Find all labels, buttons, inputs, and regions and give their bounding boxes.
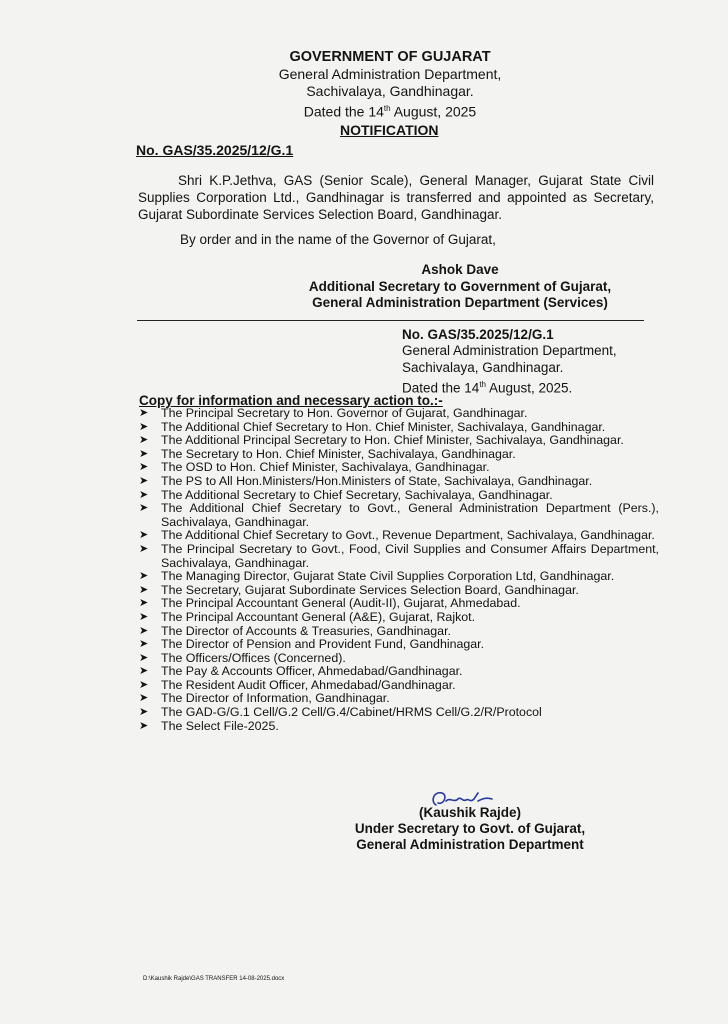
government-title: GOVERNMENT OF GUJARAT (289, 49, 491, 65)
date-suffix: August, 2025 (390, 103, 477, 120)
copy-heading: Copy for information and necessary action to.:- (139, 393, 443, 408)
signatory2-title2: General Administration Department (356, 837, 584, 852)
endorsement-address: Sachivalaya, Gandhinagar. (402, 360, 564, 375)
list-item (139, 638, 659, 652)
signatory1-title2: General Administration Department (Services) (312, 295, 608, 310)
list-item (139, 720, 659, 734)
list-item (139, 706, 659, 720)
list-item (139, 502, 659, 529)
list-item (139, 543, 659, 570)
order-line: By order and in the name of the Governor of Gujarat, (180, 232, 496, 247)
list-item-text: The Principal Secretary to Govt., Food, Civil Supplies and Consumer Affairs Department, Sachivalaya, Gandhinagar. (161, 541, 659, 570)
notification-title: NOTIFICATION (340, 122, 439, 138)
arrowhead-bullet-icon: ➤ (139, 719, 149, 732)
arrowhead-bullet-icon: ➤ (139, 651, 149, 664)
list-item (139, 597, 659, 611)
list-item (139, 584, 659, 598)
list-item (139, 570, 659, 584)
list-item-text: The Principal Accountant General (A&E), Gujarat, Rajkot. (161, 609, 476, 624)
list-item-text: The Secretary to Hon. Chief Minister, Sachivalaya, Gandhinagar. (161, 446, 516, 461)
signatory2-title1: Under Secretary to Govt. of Gujarat, (354, 821, 586, 836)
notification-paragraph: Shri K.P.Jethva, GAS (Senior Scale), General Manager, Gujarat State Civil Supplies Corporation Ltd., Gandhinagar is transferred and appointed as Secretary, Gujarat Subordinate Services Selection Board, Gandhinagar. (138, 173, 654, 222)
arrowhead-bullet-icon: ➤ (139, 502, 149, 515)
list-item (139, 652, 659, 666)
list-item-text: The Secretary, Gujarat Subordinate Services Selection Board, Gandhinagar. (161, 582, 579, 597)
endorsement-date-sup: th (479, 380, 486, 389)
address-line: Sachivalaya, Gandhinagar. (306, 83, 474, 99)
arrowhead-bullet-icon: ➤ (139, 570, 149, 583)
list-item (139, 529, 659, 543)
list-item-text: The Principal Secretary to Hon. Governor of Gujarat, Gandhinagar. (161, 406, 528, 420)
arrowhead-bullet-icon: ➤ (139, 665, 149, 678)
list-item-text: The PS to All Hon.Ministers/Hon.Ministers of State, Sachivalaya, Gandhinagar. (161, 473, 593, 488)
list-item-text: The Director of Accounts & Treasuries, Gandhinagar. (161, 623, 451, 638)
date-line (240, 100, 540, 121)
arrowhead-bullet-icon: ➤ (139, 583, 149, 596)
list-item (139, 434, 659, 448)
date-prefix: Dated the 14 (303, 103, 384, 120)
department-line: General Administration Department, (278, 66, 502, 82)
arrowhead-bullet-icon: ➤ (139, 692, 149, 705)
list-item-text: The Director of Pension and Provident Fund, Gandhinagar. (161, 637, 485, 652)
list-item-text: The Resident Audit Officer, Ahmedabad/Gandhinagar. (161, 677, 456, 692)
arrowhead-bullet-icon: ➤ (139, 706, 149, 719)
arrowhead-bullet-icon: ➤ (139, 407, 149, 419)
arrowhead-bullet-icon: ➤ (139, 420, 149, 433)
arrowhead-bullet-icon: ➤ (139, 461, 149, 474)
separator-line (137, 320, 644, 321)
arrowhead-bullet-icon: ➤ (139, 529, 149, 542)
signatory1-name: Ashok Dave (421, 262, 499, 277)
list-item-text: The Managing Director, Gujarat State Civil Supplies Corporation Ltd, Gandhinagar. (161, 569, 615, 584)
list-item-text: The Principal Accountant General (Audit-II), Gujarat, Ahmedabad. (161, 596, 521, 611)
list-item-text: The Additional Principal Secretary to Hon. Chief Minister, Sachivalaya, Gandhinagar. (161, 433, 624, 448)
arrowhead-bullet-icon: ➤ (139, 488, 149, 501)
list-item (139, 665, 659, 679)
arrowhead-bullet-icon: ➤ (139, 610, 149, 623)
endorsement-date-prefix: Dated the 14 (402, 380, 480, 396)
arrowhead-bullet-icon: ➤ (139, 624, 149, 637)
arrowhead-bullet-icon: ➤ (139, 474, 149, 487)
list-item-text: The Additional Chief Secretary to Govt., Revenue Department, Sachivalaya, Gandhinagar. (161, 528, 655, 543)
arrowhead-bullet-icon: ➤ (139, 597, 149, 610)
endorsement-date-suffix: August, 2025. (485, 380, 573, 396)
list-item-text: The OSD to Hon. Chief Minister, Sachivalaya, Gandhinagar. (161, 460, 490, 475)
list-item-text: The Select File-2025. (161, 718, 279, 733)
list-item-text: The Additional Secretary to Chief Secretary, Sachivalaya, Gandhinagar. (161, 487, 553, 502)
arrowhead-bullet-icon: ➤ (139, 447, 149, 460)
arrowhead-bullet-icon: ➤ (139, 542, 149, 555)
list-item (139, 489, 659, 503)
list-item (139, 461, 659, 475)
list-item (139, 475, 659, 489)
list-item-text: The Officers/Offices (Concerned). (161, 650, 346, 665)
copy-list (139, 407, 659, 733)
list-item (139, 421, 659, 435)
list-item-text: The GAD-G/G.1 Cell/G.2 Cell/G.4/Cabinet/HRMS Cell/G.2/R/Protocol (161, 705, 542, 720)
signatory1-title1: Additional Secretary to Government of Gujarat, (308, 279, 612, 294)
list-item (139, 407, 659, 421)
list-item-text: The Pay & Accounts Officer, Ahmedabad/Gandhinagar. (161, 664, 463, 679)
list-item-text: The Director of Information, Gandhinagar. (161, 691, 390, 706)
signatory2-name: (Kaushik Rajde) (418, 805, 522, 820)
list-item (139, 611, 659, 625)
arrowhead-bullet-icon: ➤ (139, 638, 149, 651)
list-item (139, 692, 659, 706)
endorsement-number: No. GAS/35.2025/12/G.1 (402, 327, 554, 342)
footer-file-path: D:\Kaushik Rajde\GAS TRANSFER 14-08-2025.docx (143, 976, 285, 982)
date-sup: th (383, 104, 391, 113)
list-item (139, 448, 659, 462)
list-item-text: The Additional Chief Secretary to Govt., General Administration Department (Pers.), Sachivalaya, Gandhinagar. (161, 501, 659, 529)
arrowhead-bullet-icon: ➤ (139, 434, 149, 447)
list-item (139, 679, 659, 693)
arrowhead-bullet-icon: ➤ (139, 678, 149, 691)
order-number: No. GAS/35.2025/12/G.1 (136, 142, 294, 158)
list-item (139, 625, 659, 639)
endorsement-department: General Administration Department, (402, 343, 617, 358)
list-item-text: The Additional Chief Secretary to Hon. Chief Minister, Sachivalaya, Gandhinagar. (161, 419, 606, 434)
